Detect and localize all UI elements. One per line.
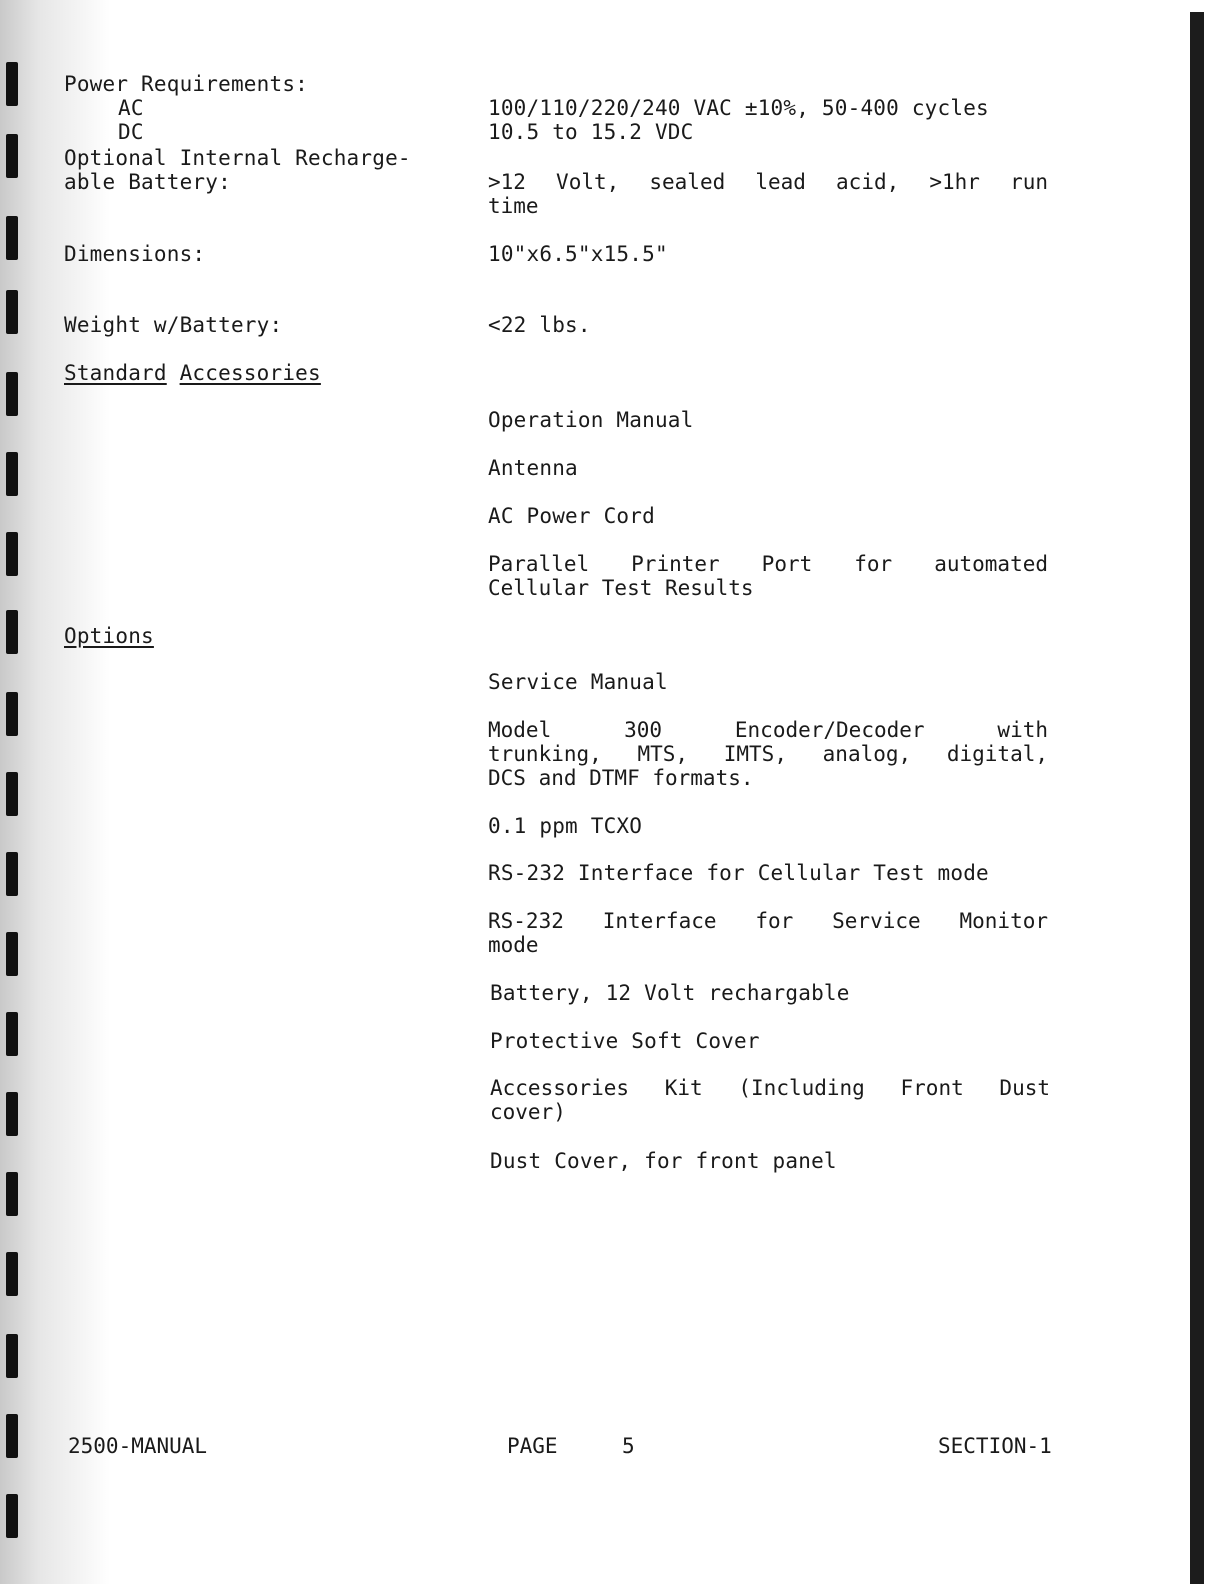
option-tcxo: 0.1 ppm TCXO [488, 814, 643, 838]
punch-hole [6, 1172, 18, 1216]
option-dust-cover: Dust Cover, for front panel [490, 1149, 837, 1173]
punch-hole [6, 1334, 18, 1378]
weight-label: Weight w/Battery: [64, 313, 283, 337]
scan-right-border [1190, 12, 1204, 1584]
option-soft-cover: Protective Soft Cover [490, 1029, 760, 1053]
punch-hole [6, 452, 18, 496]
punch-hole [6, 932, 18, 976]
accessory-power-cord: AC Power Cord [488, 504, 655, 528]
accessory-printer-port-line-1: Parallel Printer Port for automated [488, 552, 1048, 576]
power-requirements-heading: Power Requirements: [64, 72, 309, 96]
punch-hole [6, 62, 18, 106]
ac-value: 100/110/220/240 VAC ±10%, 50-400 cycles [488, 96, 989, 120]
punch-hole [6, 772, 18, 816]
punch-hole [6, 852, 18, 896]
accessory-antenna: Antenna [488, 456, 578, 480]
weight-value: <22 lbs. [488, 313, 591, 337]
accessory-printer-port [488, 552, 1048, 600]
dc-value: 10.5 to 15.2 VDC [488, 120, 694, 144]
punch-hole [6, 692, 18, 736]
punch-hole [6, 1092, 18, 1136]
dimensions-label: Dimensions: [64, 242, 206, 266]
punch-hole [6, 1494, 18, 1538]
options-heading: Options [64, 624, 154, 648]
dc-label: DC [118, 120, 144, 144]
option-service-manual: Service Manual [488, 670, 668, 694]
footer-doc-id: 2500-MANUAL [68, 1434, 208, 1458]
footer-page-label: PAGE [507, 1434, 558, 1458]
option-rs232-service-line-2: mode [488, 933, 539, 957]
punch-hole [6, 290, 18, 334]
option-rs232-service-line-1: RS-232 Interface for Service Monitor [488, 909, 1048, 933]
footer-section: SECTION-1 [938, 1434, 1052, 1458]
accessory-operation-manual: Operation Manual [488, 408, 694, 432]
punch-hole [6, 532, 18, 576]
option-accessories-kit-line-1: Accessories Kit (Including Front Dust [490, 1076, 1050, 1100]
punch-hole [6, 1414, 18, 1458]
punch-hole [6, 134, 18, 178]
option-model-300 [488, 718, 1048, 790]
option-model-300-line-3: DCS and DTMF formats. [488, 766, 754, 790]
accessory-printer-port-line-2: Cellular Test Results [488, 576, 754, 600]
punch-hole [6, 216, 18, 260]
battery-value-line-2: time [488, 194, 539, 218]
punch-hole [6, 1252, 18, 1296]
ac-label: AC [118, 96, 144, 120]
footer-page-number: 5 [622, 1434, 635, 1458]
option-accessories-kit-line-2: cover) [490, 1100, 566, 1124]
battery-value-line-1: >12 Volt, sealed lead acid, >1hr run [488, 170, 1048, 194]
option-rs232-service [488, 909, 1048, 957]
option-model-300-line-1: Model 300 Encoder/Decoder with [488, 718, 1048, 742]
option-accessories-kit [490, 1076, 1050, 1124]
option-model-300-line-2: trunking, MTS, IMTS, analog, digital, [488, 742, 1048, 766]
standard-accessories-heading-word-2: Accessories [179, 361, 321, 385]
battery-value [488, 170, 1048, 218]
standard-accessories-heading [64, 361, 321, 385]
dimensions-value: 10"x6.5"x15.5" [488, 242, 668, 266]
standard-accessories-heading-word-1: Standard [64, 361, 167, 385]
punch-hole [6, 1012, 18, 1056]
option-battery: Battery, 12 Volt rechargable [490, 981, 850, 1005]
battery-label-line-2: able Battery: [64, 170, 231, 194]
punch-hole [6, 610, 18, 654]
battery-label-line-1: Optional Internal Recharge- [64, 146, 411, 170]
option-rs232-cellular: RS-232 Interface for Cellular Test mode [488, 861, 989, 885]
punch-hole [6, 372, 18, 416]
